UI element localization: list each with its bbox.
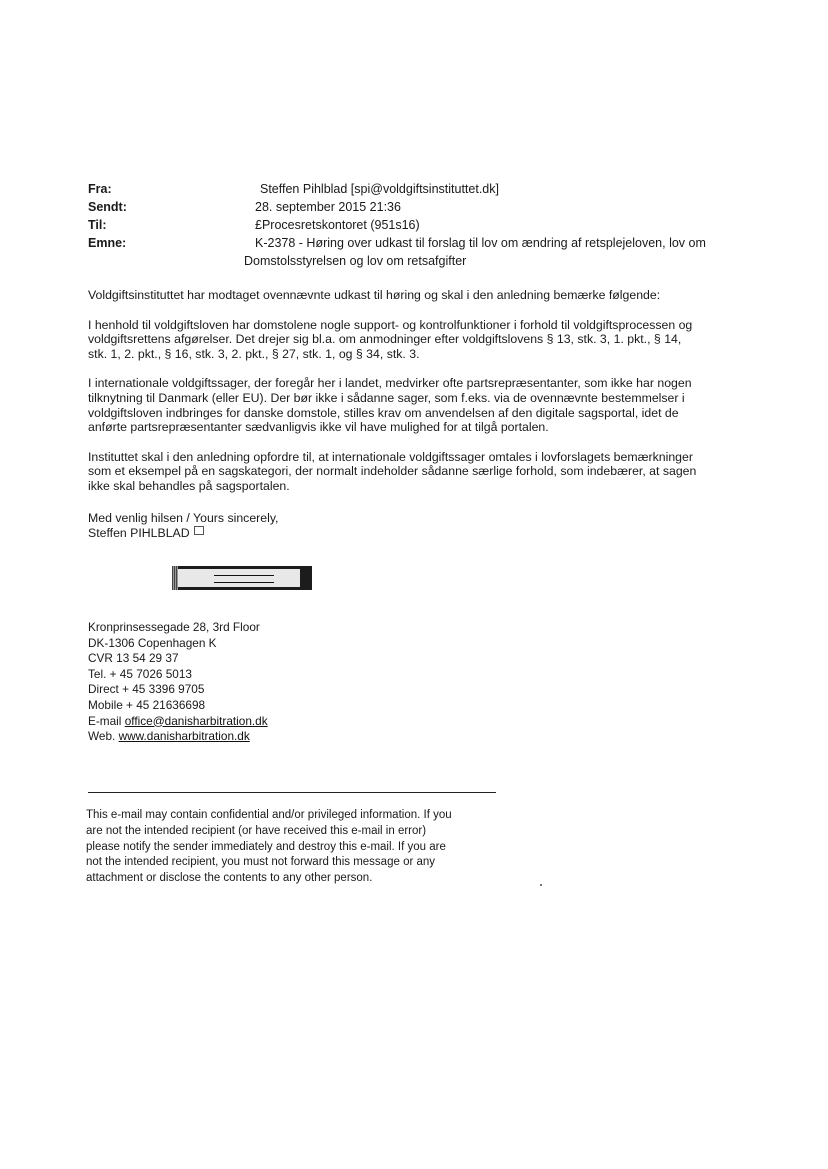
email-header [88, 180, 748, 270]
logo-panel [178, 569, 300, 587]
to-value: £Procesretskontoret (951s16) [255, 218, 420, 232]
paragraph-3-line: I internationale voldgiftssager, der foregår her i landet, medvirker ofte partsrepræsentanter, som ikke har nogen [88, 376, 692, 391]
address-street: Kronprinsessegade 28, 3rd Floor [88, 620, 260, 634]
paragraph-4 [88, 450, 748, 494]
paragraph-3-line: anførte partsrepræsentanter sædvanligvis ikke vil have mulighed for at tilgå portalen. [88, 420, 549, 435]
address-direct: Direct + 45 3396 9705 [88, 682, 205, 697]
paragraph-2-line: I henhold til voldgiftsloven har domstolene nogle support- og kontrolfunktioner i forhold til voldgiftsprocessen og [88, 317, 693, 332]
disclaimer-line: This e-mail may contain confidential and/or privileged information. If you [86, 809, 452, 821]
subject-line-2: Domstolsstyrelsen og lov om retsafgifter [244, 254, 467, 268]
web-link[interactable]: www.danisharbitration.dk [118, 729, 250, 744]
organization-logo [172, 566, 312, 590]
sent-label: Sendt: [88, 200, 127, 214]
sent-row [88, 198, 748, 216]
subject-row-2 [88, 252, 748, 270]
to-row [88, 216, 748, 234]
paragraph-3-line: tilknytning til Danmark (eller EU). Der bør ikke i sådanne sager, som f.eks. via de ovennævnte bestemmelser i [88, 390, 685, 405]
web-label: Web. [88, 729, 116, 744]
subject-label: Emne: [88, 236, 127, 250]
paragraph-2 [88, 318, 748, 362]
disclaimer-line: not the intended recipient, you must not forward this message or any [86, 856, 436, 869]
paragraph-4-line: Instituttet skal i den anledning opfordre til, at internationale voldgiftssager omtales i lovforslagets bemærkninger [88, 449, 693, 464]
signature-block [88, 511, 278, 541]
email-label: E-mail [88, 713, 122, 728]
address-mobile: Mobile + 45 21636698 [88, 697, 206, 712]
closing-greeting: Med venlig hilsen / Yours sincerely, [88, 511, 279, 525]
paragraph-4-line: ikke skal behandles på sagsportalen. [88, 478, 290, 493]
address-tel: Tel. + 45 7026 5013 [88, 666, 192, 681]
address-city: DK-1306 Copenhagen K [88, 635, 217, 650]
paragraph-4-line: som et eksempel på en sagskategori, der normalt indeholder sådanne særlige forhold, som indebærer, at sagen [88, 464, 697, 479]
paragraph-3-line: voldgiftsloven indbringes for danske domstole, stilles krav om anvendelsen af den digitale sagsportal, idet de [88, 405, 679, 420]
address-cvr: CVR 13 54 29 37 [88, 651, 179, 666]
paragraph-2-line: stk. 1, 2. pkt., § 16, stk. 3, 2. pkt., § 27, stk. 1, og § 34, stk. 3. [88, 346, 420, 361]
from-row [88, 180, 748, 198]
subject-row [88, 234, 748, 252]
email-link[interactable]: office@danisharbitration.dk [124, 713, 268, 728]
paragraph-3 [88, 376, 748, 434]
to-label: Til: [88, 218, 107, 232]
disclaimer-line: please notify the sender immediately and destroy this e-mail. If you are [86, 840, 446, 853]
paragraph-2-line: voldgiftsrettens afgørelser. Det drejer sig bl.a. om anmodninger efter voldgiftslovens § 13, stk. 3, 1. pkt., § 14, [88, 332, 682, 347]
disclaimer-line: are not the intended recipient (or have received this e-mail in error) [86, 824, 427, 837]
vcard-icon [194, 526, 204, 535]
address-email-row [88, 714, 268, 730]
sent-value: 28. september 2015 21:36 [255, 200, 401, 214]
contact-address [88, 620, 268, 745]
logo-bar-icon [214, 575, 274, 583]
signer-name: Steffen PIHLBLAD [88, 526, 190, 540]
divider [88, 792, 496, 793]
legal-disclaimer [86, 808, 486, 887]
from-value: Steffen Pihlblad [spi@voldgiftsinstituttet.dk] [260, 182, 499, 196]
address-web-row [88, 729, 268, 745]
scan-speck [540, 884, 542, 886]
subject-line-1: K-2378 - Høring over udkast til forslag til lov om ændring af retsplejeloven, lov om [255, 236, 706, 250]
email-body [88, 288, 748, 509]
signer-row [88, 526, 278, 541]
from-label: Fra: [88, 182, 112, 196]
disclaimer-line: attachment or disclose the contents to any other person. [86, 872, 373, 885]
paragraph-1: Voldgiftsinstituttet har modtaget ovennævnte udkast til høring og skal i den anledning bemærke følgende: [88, 288, 661, 302]
